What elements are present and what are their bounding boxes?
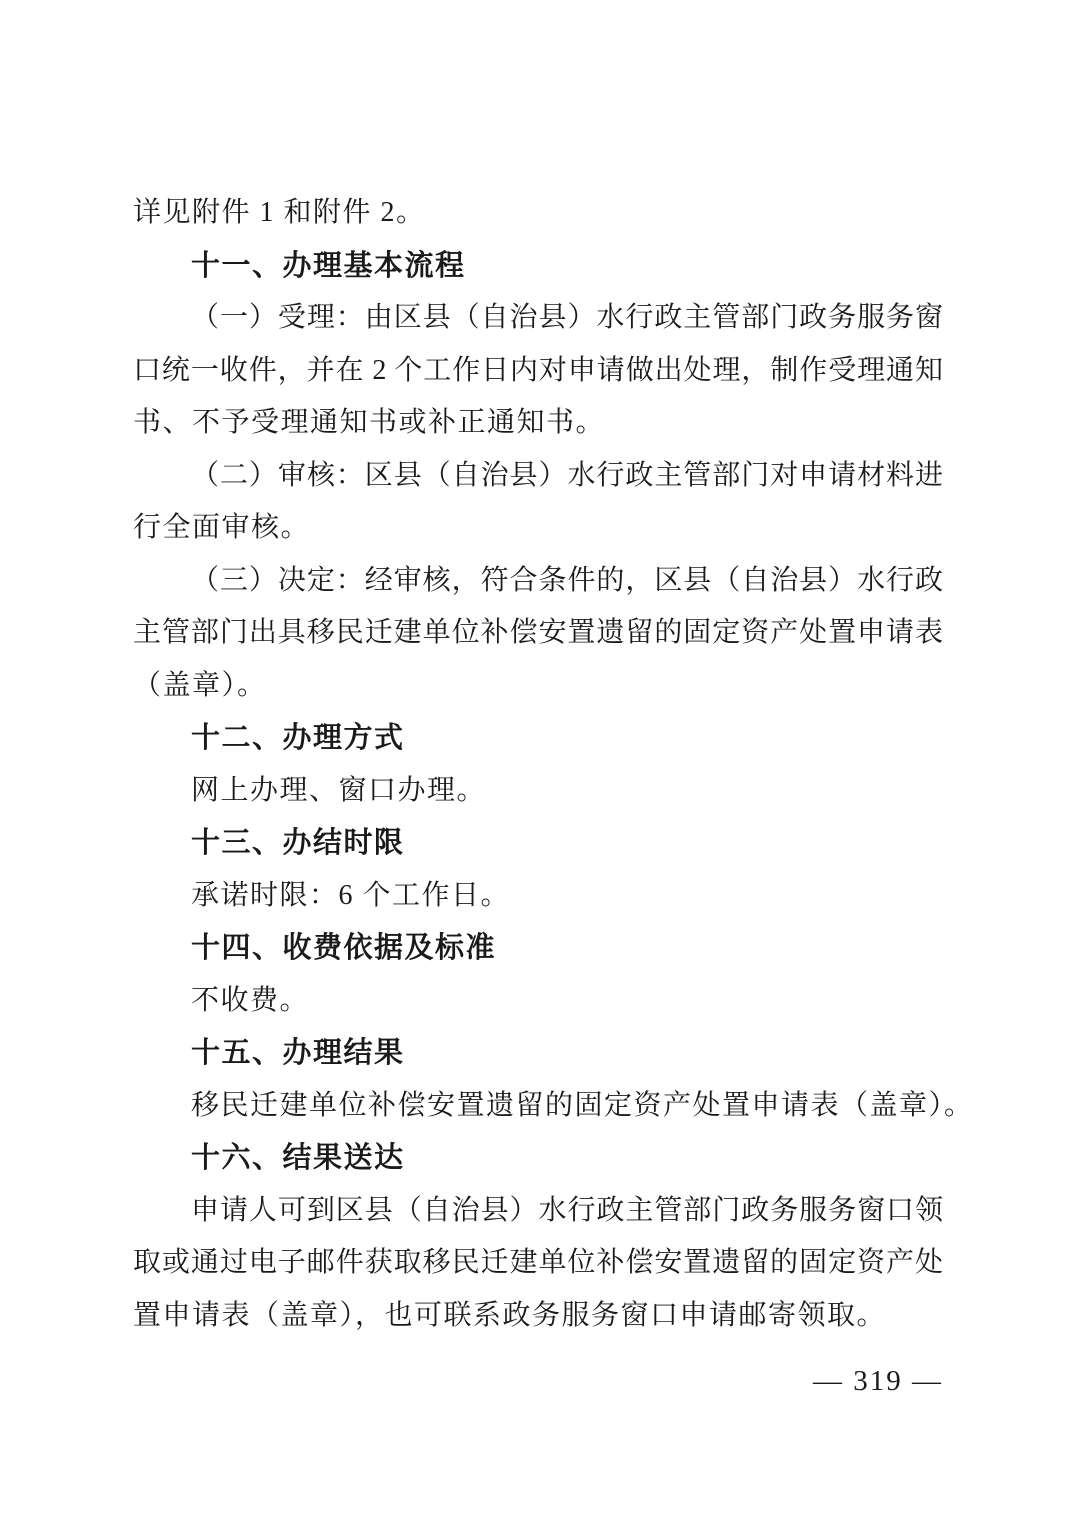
- section-heading: 十三、办结时限: [191, 827, 405, 859]
- text-line: （盖章）。: [133, 669, 267, 701]
- text-line: 口统一收件，并在 2 个工作日内对申请做出处理，制作受理通知: [133, 354, 943, 386]
- text-line: 不收费。: [191, 984, 310, 1016]
- section-heading: 十六、结果送达: [191, 1142, 405, 1174]
- section-heading: 十一、办理基本流程: [191, 249, 466, 282]
- section-heading: 十二、办理方式: [191, 722, 405, 754]
- section-heading: 十四、收费依据及标准: [191, 932, 497, 964]
- text-line: 主管部门出具移民迁建单位补偿安置遗留的固定资产处置申请表: [133, 617, 943, 648]
- text-line: 书、不予受理通知书或补正通知书。: [133, 407, 606, 438]
- text-line: 详见附件 1 和附件 2。: [133, 197, 426, 228]
- text-line: 取或通过电子邮件获取移民迁建单位补偿安置遗留的固定资产处: [133, 1247, 943, 1278]
- text-line: 置申请表（盖章），也可联系政务服务窗口申请邮寄领取。: [133, 1299, 887, 1331]
- page-number: — 319 —: [813, 1365, 943, 1397]
- text-line: 行全面审核。: [133, 512, 311, 543]
- text-line: 申请人可到区县（自治县）水行政主管部门政务服务窗口领: [191, 1194, 943, 1226]
- text-line: （三）决定：经审核，符合条件的，区县（自治县）水行政: [191, 564, 943, 596]
- section-heading: 十五、办理结果: [191, 1037, 405, 1069]
- text-line: 承诺时限：6 个工作日。: [191, 879, 511, 911]
- text-line: 网上办理、窗口办理。: [191, 774, 487, 806]
- text-line: 移民迁建单位补偿安置遗留的固定资产处置申请表（盖章）。: [191, 1089, 974, 1121]
- document-body: [133, 187, 974, 1342]
- text-line: （二）审核：区县（自治县）水行政主管部门对申请材料进: [191, 459, 943, 491]
- text-line: （一）受理：由区县（自治县）水行政主管部门政务服务窗: [191, 302, 943, 333]
